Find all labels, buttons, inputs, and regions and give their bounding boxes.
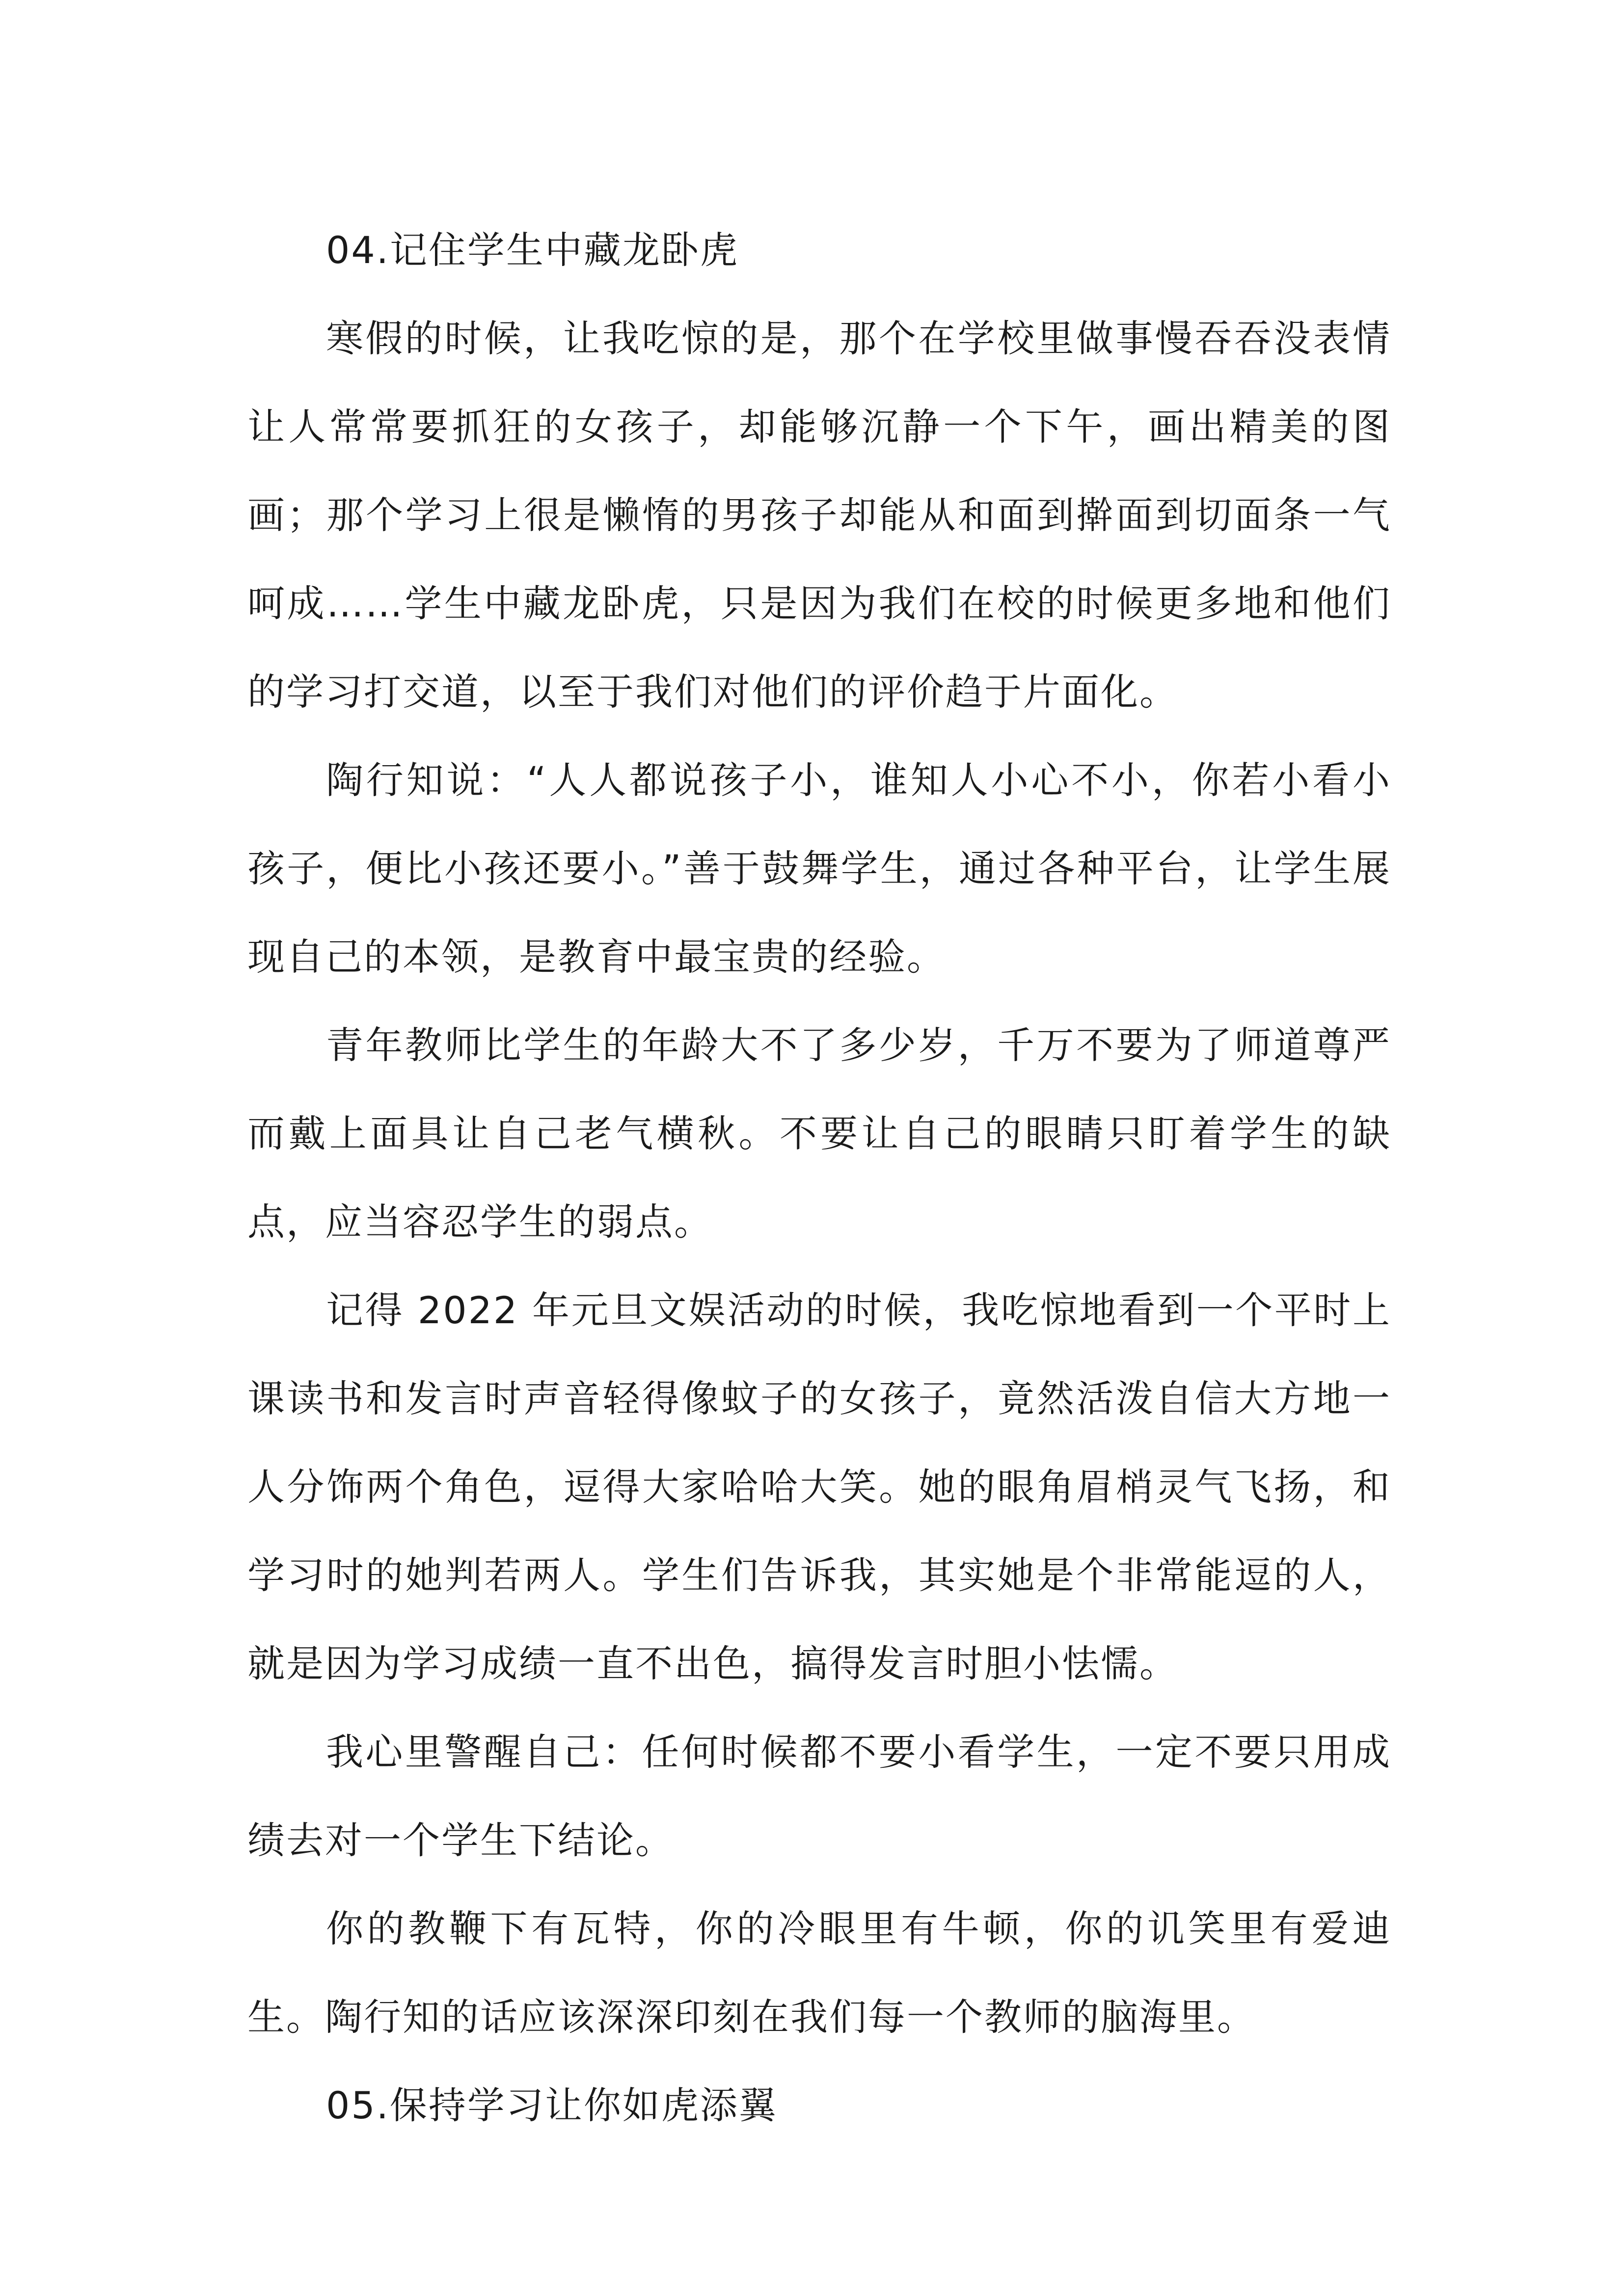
paragraph-young-teachers: 青年教师比学生的年龄大不了多少岁，千万不要为了师道尊严而戴上面具让自己老气横秋。不要让自己的眼睛只盯着学生的缺点，应当容忍学生的弱点。 xyxy=(247,1023,1391,1244)
paragraph-tao-xingzhi-quote: 陶行知说：“人人都说孩子小，谁知人小心不小，你若小看小孩子，便比小孩还要小。”善于鼓舞学生，通过各种平台，让学生展现自己的本领，是教育中最宝贵的经验。 xyxy=(247,758,1391,979)
paragraph-watt-newton-edison: 你的教鞭下有瓦特，你的冷眼里有牛顿，你的讥笑里有爱迪生。陶行知的话应该深深印刻在我们每一个教师的脑海里。 xyxy=(247,1907,1391,2039)
paragraph-winter-break: 寒假的时候，让我吃惊的是，那个在学校里做事慢吞吞没表情让人常常要抓狂的女孩子，却能够沉静一个下午，画出精美的图画；那个学习上很是懒惰的男孩子却能从和面到擀面到切面条一气呵成……学生中藏龙卧虎，只是因为我们在校的时候更多地和他们的学习打交道，以至于我们对他们的评价趋于片面化。 xyxy=(247,317,1391,714)
paragraph-self-reminder: 我心里警醒自己：任何时候都不要小看学生，一定不要只用成绩去对一个学生下结论。 xyxy=(247,1730,1391,1862)
section-heading-05: 05.保持学习让你如虎添翼 xyxy=(326,2083,778,2127)
paragraph-new-year-event: 记得 2022 年元旦文娱活动的时候，我吃惊地看到一个平时上课读书和发言时声音轻得像蚊子的女孩子，竟然活泼自信大方地一人分饰两个角色，逗得大家哈哈大笑。她的眼角眉梢灵气飞扬，和学习时的她判若两人。学生们告诉我，其实她是个非常能逗的人，就是因为学习成绩一直不出色，搞得发言时胆小怯懦。 xyxy=(247,1288,1391,1685)
document-body xyxy=(247,206,1391,2150)
section-heading-04: 04.记住学生中藏龙卧虎 xyxy=(326,228,739,272)
